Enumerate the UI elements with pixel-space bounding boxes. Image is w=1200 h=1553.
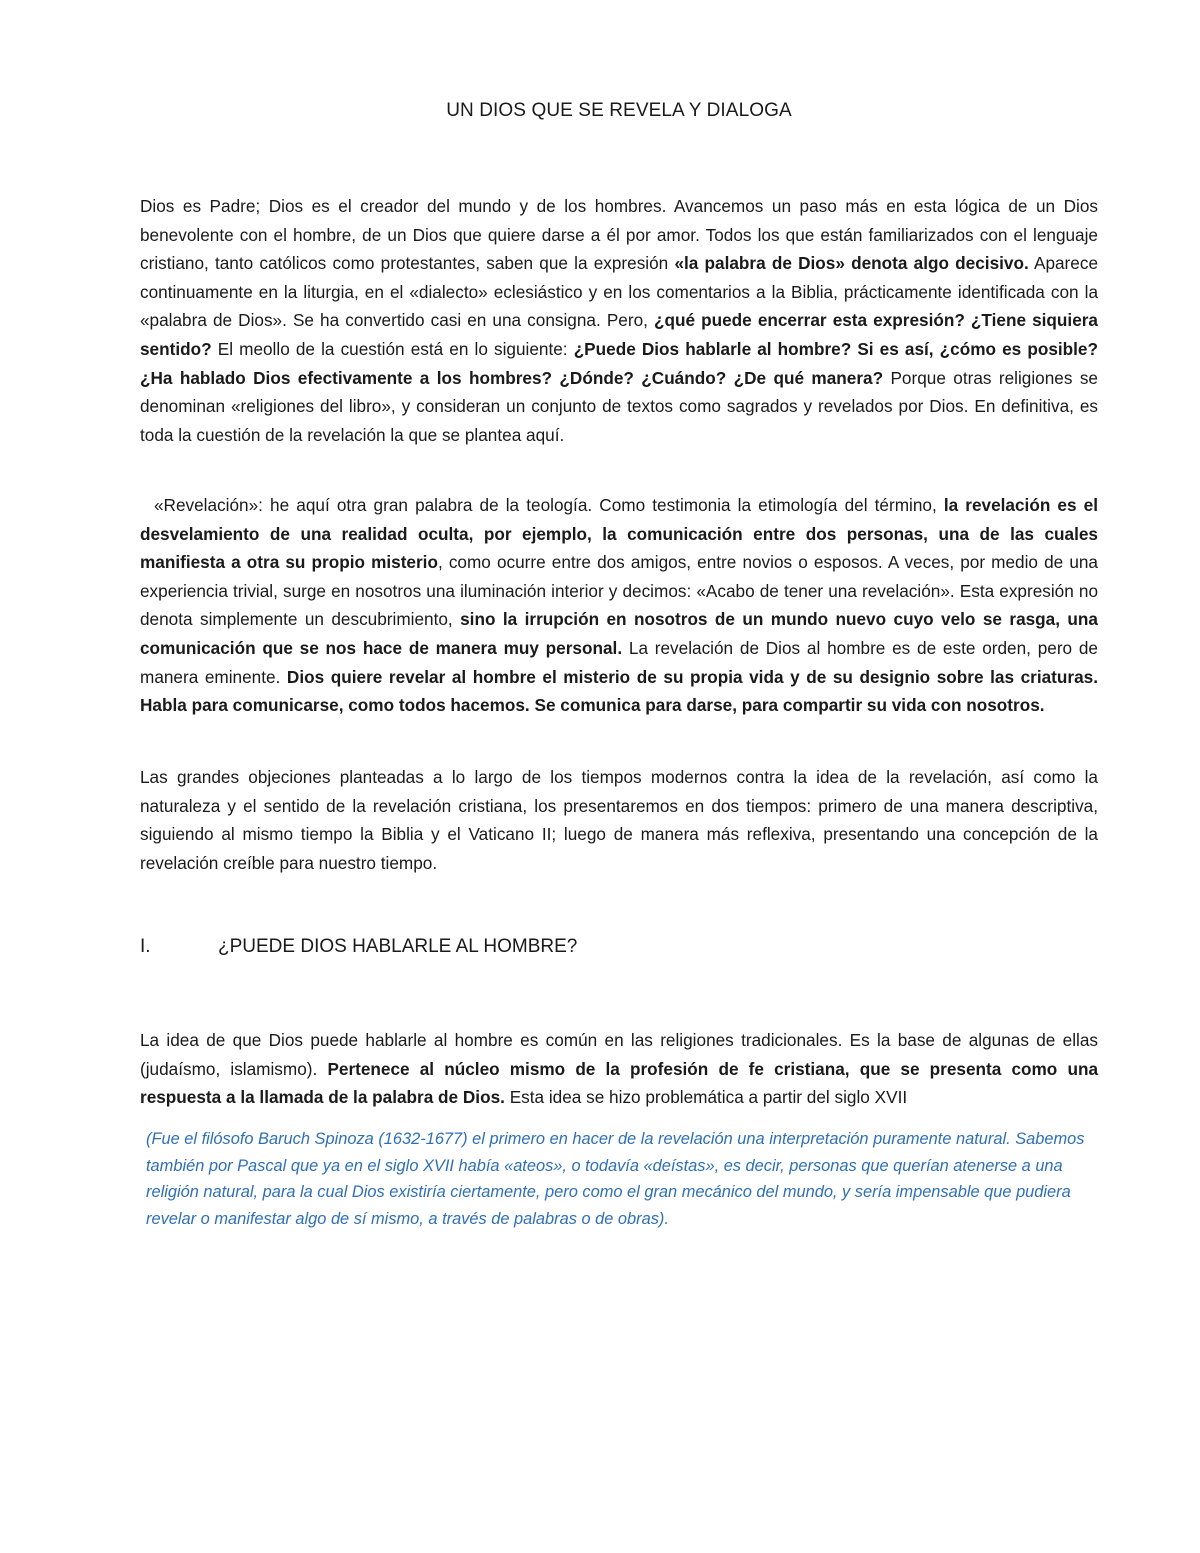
text-run: Porque otras religiones se denominan «religiones del libro», y consideran un conjunto de textos como sagrados y revelados por Dios. En definitiva, es toda la cuestión de la revelación la que se plantea aquí. (140, 367, 1098, 445)
emphasis-run: Pertenece al núcleo mismo de la profesión de fe cristiana, que se presenta como una respuesta a la llamada de la palabra de Dios. (140, 1058, 1098, 1108)
paragraph-section-one (140, 1026, 1098, 1112)
text-run: Las grandes objeciones planteadas a lo largo de los tiempos modernos contra la idea de la revelación, así como la naturaleza y el sentido de la revelación cristiana, los presentaremos en dos tiempos: primero de una manera descriptiva, siguiendo al mismo tiempo la Biblia y el Vaticano II; luego de manera más reflexiva, presentando una concepción de la revelación creíble para nuestro tiempo. (140, 767, 1098, 873)
text-run: La idea de que Dios puede hablarle al hombre es común en las religiones tradicionales. Es la base de algunas de ellas (judaísmo, islamismo). (140, 1030, 1098, 1079)
section-number: I. (140, 936, 151, 957)
emphasis-run: ¿Puede Dios hablarle al hombre? Si es así, ¿cómo es posible? ¿Ha hablado Dios efectivamente a los hombres? ¿Dónde? ¿Cuándo? ¿De qué manera? (140, 338, 1098, 388)
emphasis-run: ¿qué puede encerrar esta expresión? ¿Tiene siquiera sentido? (140, 310, 1098, 359)
text-run: Aparece continuamente en la liturgia, en el «dialecto» eclesiástico y en los comentarios a la Biblia, prácticamente identificada con la «palabra de Dios». Se ha convertido casi en una consigna. Pero, (140, 253, 1098, 331)
paragraph-intro (140, 192, 1098, 449)
emphasis-run: sino la irrupción en nosotros de un mundo nuevo cuyo velo se rasga, una comunicación que se nos hace de manera muy personal. (140, 609, 1098, 658)
italic-note: (Fue el filósofo Baruch Spinoza (1632-1677) el primero en hacer de la revelación una interpretación puramente natural. Sabemos también por Pascal que ya en el siglo XVII había «ateos», o todavía «deístas», es decir, personas que querían atenerse a una religión natural, para la cual Dios existiría ciertamente, pero como el gran mecánico del mundo, y sería impensable que pudiera revelar o manifestar algo de sí mismo, a través de palabras o de obras). (146, 1130, 1085, 1228)
text-run: , como ocurre entre dos amigos, entre novios o esposos. A veces, por medio de una experiencia trivial, surge en nosotros una iluminación interior y decimos: «Acabo de tener una revelación». Esta expresión no denota simplemente un descubrimiento, (140, 552, 1098, 630)
section-heading (140, 936, 1098, 958)
text-run: La revelación de Dios al hombre es de este orden, pero de manera eminente. (140, 637, 1098, 687)
section-title: ¿PUEDE DIOS HABLARLE AL HOMBRE? (218, 936, 578, 957)
document-title: UN DIOS QUE SE REVELA Y DIALOGA (446, 100, 792, 121)
paragraph-revelacion (140, 491, 1098, 720)
emphasis-run: Dios quiere revelar al hombre el misterio de su propia vida y de su designio sobre las criaturas. Habla para comunicarse, como todos hacemos. Se comunica para darse, para compartir su vida con nosotros. (140, 666, 1098, 716)
text-run: Esta idea se hizo problemática a partir del siglo XVII (504, 1087, 908, 1108)
paragraph-objeciones (140, 763, 1098, 877)
text-run: Dios es Padre; Dios es el creador del mundo y de los hombres. Avancemos un paso más en esta lógica de un Dios benevolente con el hombre, de un Dios que quiere darse a él por amor. Todos los que están familiarizados con el lenguaje cristiano, tanto católicos como protestantes, saben que la expresión (140, 196, 1098, 274)
text-run: El meollo de la cuestión está en lo siguiente: (211, 338, 574, 359)
text-run: «Revelación»: he aquí otra gran palabra de la teología. Como testimonia la etimología del término, (154, 495, 944, 515)
emphasis-run: la revelación es el desvelamiento de una realidad oculta, por ejemplo, la comunicación entre dos personas, una de las cuales manifiesta a otra su propio misterio (140, 495, 1098, 573)
emphasis-run: «la palabra de Dios» denota algo decisivo. (674, 253, 1029, 274)
